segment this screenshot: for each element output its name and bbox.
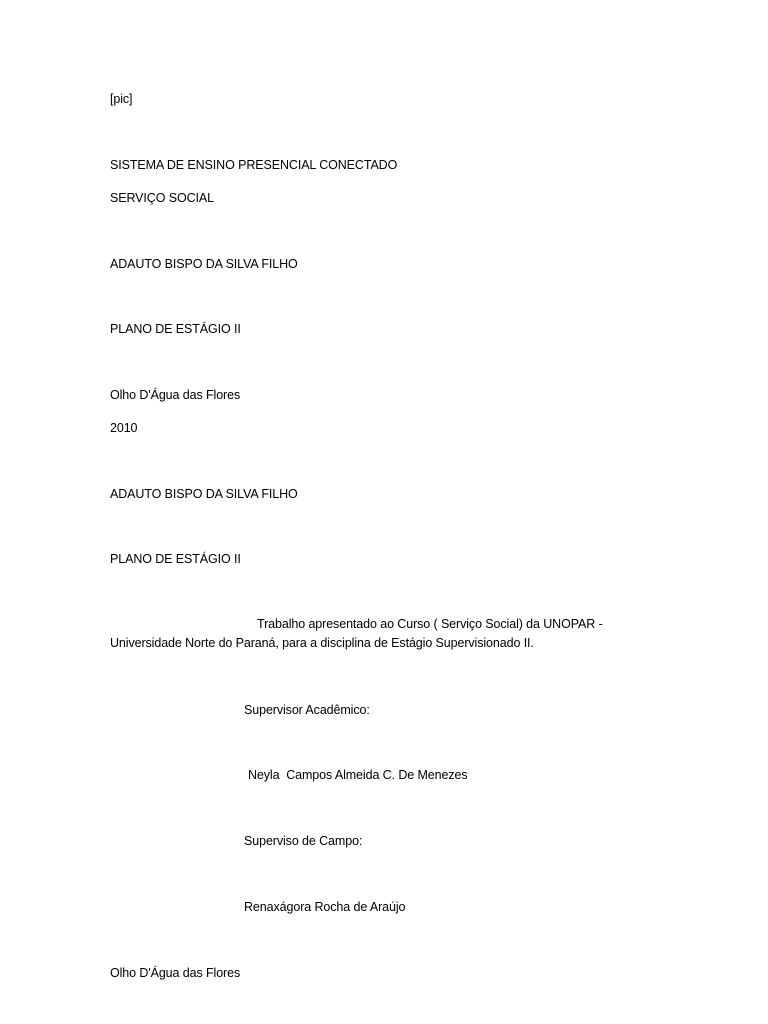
academic-supervisor-label: Supervisor Acadêmico:: [244, 703, 370, 717]
description-line-1: Trabalho apresentado ao Curso ( Serviço Social) da UNOPAR -: [257, 617, 603, 631]
course-name: SERVIÇO SOCIAL: [110, 191, 214, 205]
image-placeholder: [pic]: [110, 92, 133, 106]
academic-supervisor-name: Neyla Campos Almeida C. De Menezes: [248, 768, 468, 782]
year: 2010: [110, 421, 138, 435]
description-paragraph: [110, 615, 630, 653]
city-second: Olho D'Água das Flores: [110, 966, 241, 980]
field-supervisor-label: Superviso de Campo:: [244, 834, 363, 848]
field-supervisor-name: Renaxágora Rocha de Araújo: [244, 900, 406, 914]
document-title: PLANO DE ESTÁGIO II: [110, 322, 241, 336]
author-name-second: ADAUTO BISPO DA SILVA FILHO: [110, 487, 298, 501]
description-line-2: Universidade Norte do Paraná, para a disciplina de Estágio Supervisionado II.: [110, 636, 534, 650]
city: Olho D'Água das Flores: [110, 388, 241, 402]
system-name: SISTEMA DE ENSINO PRESENCIAL CONECTADO: [110, 158, 398, 172]
document-title-second: PLANO DE ESTÁGIO II: [110, 552, 241, 566]
author-name: ADAUTO BISPO DA SILVA FILHO: [110, 257, 298, 271]
